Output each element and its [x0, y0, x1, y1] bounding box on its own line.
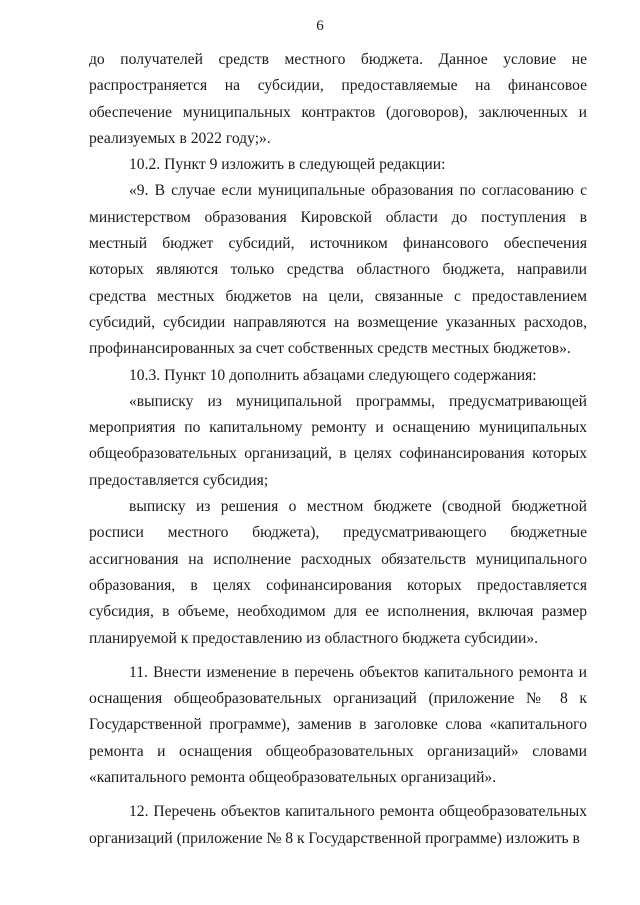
paragraph-continuation: до получателей средств местного бюджета. Данное условие не распространяется на субсидии, предоставляемые на финансовое обеспечение муниципальных контрактов (договоров), заключенных и реализуемых в 2022 году;». — [89, 51, 587, 147]
paragraph-11: 11. Внести изменение в перечень объектов капитального ремонта и оснащения общеобразовательных организаций (приложение № 8 к Государственной программе), заменив в заголовке слова «капитального ремонта и оснащения общеобразовательных организаций» словами «капитального ремонта общеобразовательных организаций». — [89, 663, 587, 787]
page-number: 6 — [316, 18, 324, 34]
paragraph-budget-extract: выписку из решения о местном бюджете (сводной бюджетной росписи местного бюджета), предусматривающего бюджетные ассигнования на исполнение расходных обязательств муниципального образования, в целях софинансирования которых предоставляется субсидия, в объеме, необходимом для ее исполнения, включая размер планируемой к предоставлению из областного бюджета субсидии». — [89, 498, 587, 647]
paragraph-point-9: «9. В случае если муниципальные образования по согласованию с министерством образования Кировской области до поступления в местный бюджет субсидий, источником финансового обеспечения которых являются только средства областного бюджета, направили средства местных бюджетов на цели, связанные с предоставлением субсидий, субсидии направляются на возмещение указанных расходов, профинансированных за счет собственных средств местных бюджетов». — [89, 182, 587, 358]
paragraph-10-3: 10.3. Пункт 10 дополнить абзацами следующего содержания: — [129, 366, 537, 384]
paragraph-12: 12. Перечень объектов капитального ремонта общеобразовательных организаций (приложение № 8 к Государственной программе) изложить в — [89, 803, 587, 847]
paragraph-10-2: 10.2. Пункт 9 изложить в следующей редакции: — [129, 156, 446, 174]
document-body — [89, 47, 587, 852]
paragraph-program-extract: «выписку из муниципальной программы, предусматривающей мероприятия по капитальному ремонту и оснащению муниципальных общеобразовательных организаций, в целях софинансирования которых предоставляется субсидия; — [89, 392, 587, 489]
